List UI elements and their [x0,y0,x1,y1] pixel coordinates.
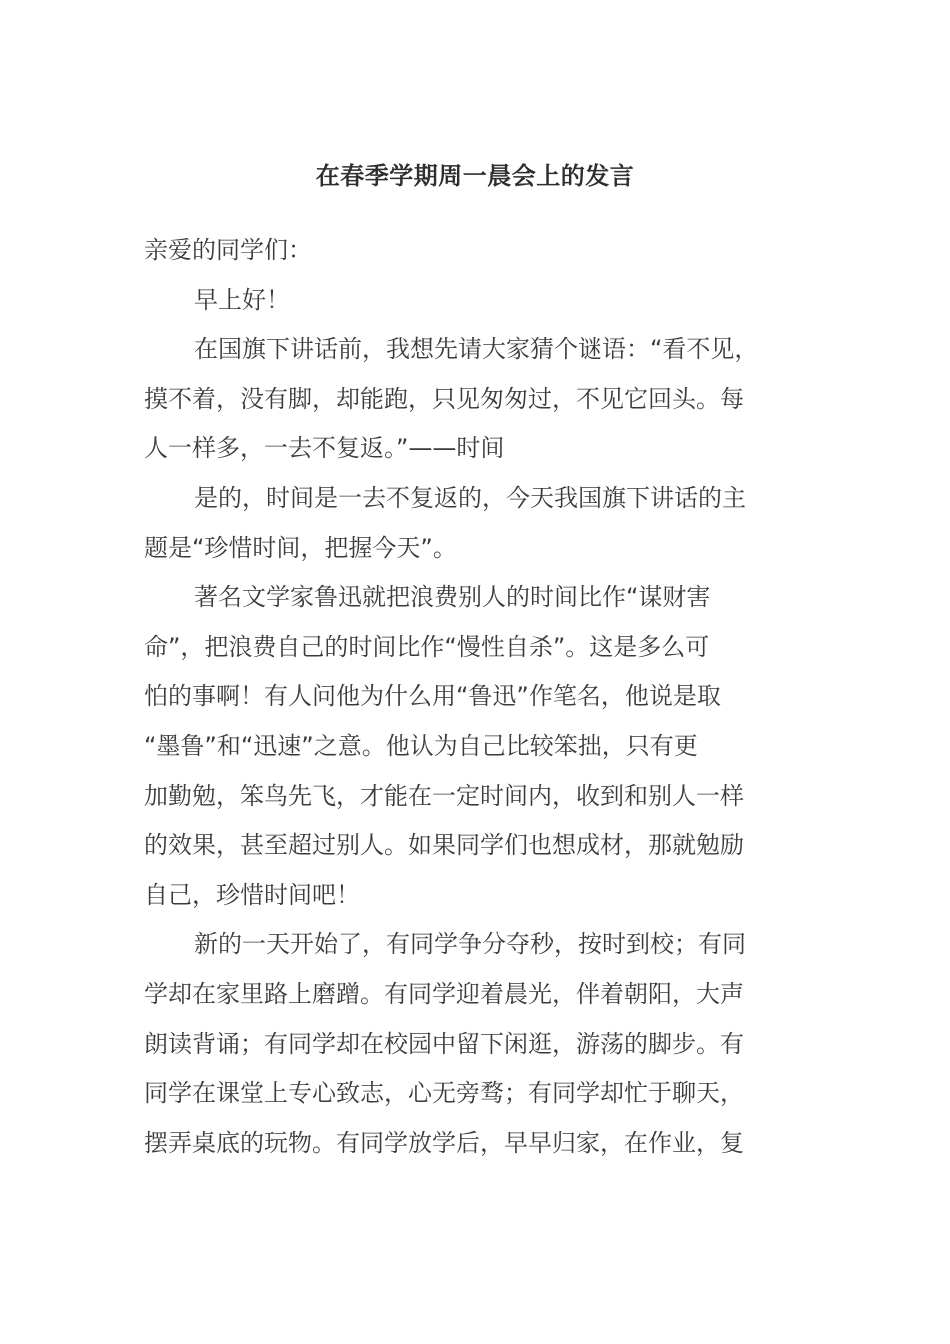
text-line: 学却在家里路上磨蹭。有同学迎着晨光，伴着朝阳，大声 [144,979,744,1008]
text-line: 亲爱的同学们： [144,236,312,264]
text-line: 自己，珍惜时间吧！ [144,880,360,909]
text-line: 在国旗下讲话前，我想先请大家猜个谜语：“看不见， [194,335,759,364]
document-body [144,226,792,1168]
text-line: 的效果，甚至超过别人。如果同学们也想成材，那就勉励 [144,831,744,860]
text-line: 摆弄桌底的玩物。有同学放学后，早早归家，在作业，复 [144,1128,744,1157]
text-line: 人一样多，一去不复返。”——时间 [144,434,505,463]
text-line: 新的一天开始了，有同学争分夺秒，按时到校；有同 [194,930,746,959]
text-line: 朗读背诵；有同学却在校园中留下闲逛，游荡的脚步。有 [144,1029,744,1058]
text-line: 早上好！ [194,285,290,314]
text-line: 是的，时间是一去不复返的，今天我国旗下讲话的主 [194,483,746,512]
text-line: 怕的事啊！有人问他为什么用“鲁迅”作笔名，他说是取 [144,682,721,711]
document-title: 在春季学期周一晨会上的发言 [315,162,635,190]
text-line: 命”，把浪费自己的时间比作“慢性自杀”。这是多么可 [144,632,710,661]
text-line: 同学在课堂上专心致志，心无旁骛；有同学却忙于聊天， [144,1079,744,1108]
text-line: 加勤勉，笨鸟先飞，才能在一定时间内，收到和别人一样 [144,781,744,810]
text-line: “墨鲁”和“迅速”之意。他认为自己比较笨拙，只有更 [144,731,698,760]
text-line: 题是“珍惜时间，把握今天”。 [144,533,457,562]
text-line: 摸不着，没有脚，却能跑，只见匆匆过，不见它回头。每 [144,384,744,413]
text-line: 著名文学家鲁迅就把浪费别人的时间比作“谋财害 [194,583,711,612]
